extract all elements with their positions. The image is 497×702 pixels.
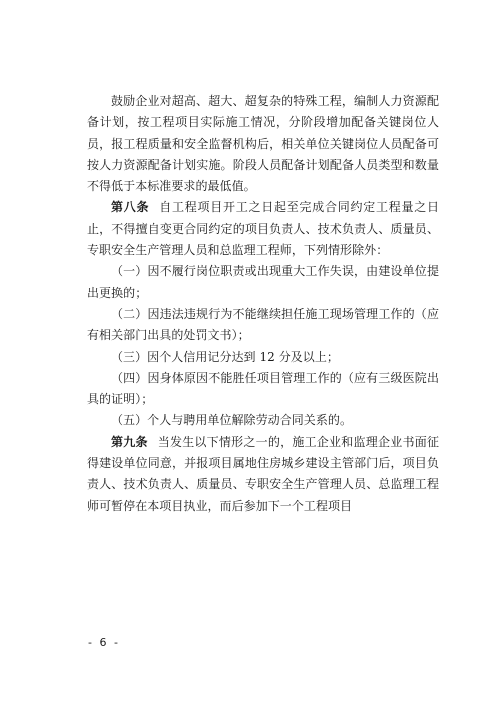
list-item: （四）因身体原因不能胜任项目管理工作的（应有三级医院出具的证明）； — [87, 370, 439, 407]
page-number: - 6 - — [88, 636, 120, 649]
body-text — [87, 91, 439, 517]
article-heading: 第八条 — [111, 200, 150, 215]
list-item: （一）因不履行岗位职责或出现重大工作失误，由建设单位提出更换的； — [87, 264, 439, 300]
list-item: （三）因个人信用记分达到 12 分及以上； — [111, 349, 339, 364]
article-heading: 第九条 — [111, 434, 148, 449]
article-text: 自工程项目开工之日起至完成合同约定工程量之日止，不得擅自变更合同约定的项目负责人、技术负责人、质量员、专职安全生产管理人员和总监理工程师，下列情形除外： — [87, 200, 439, 258]
list-item: （二）因违法违规行为不能继续担任施工现场管理工作的（应有相关部门出具的处罚文书）； — [87, 306, 439, 343]
article-text: 当发生以下情形之一的，施工企业和监理企业书面征得建设单位同意，并报项目属地住房城乡建设主管部门后，项目负责人、技术负责人、质量员、专职安全生产管理人员、总监理工程师可暂停在本项目执业，而后参加下一个工程项目 — [87, 434, 439, 513]
article-9-paragraph — [87, 432, 439, 517]
paragraph: 鼓励企业对超高、超大、超复杂的特殊工程，编制人力资源配备计划，按工程项目实际施工情况，分阶段增加配备关键岗位人员，报工程质量和安全监督机构后，相关单位关键岗位人员配备可按人力资源配备计划实施。阶段人员配备计划配备人员类型和数量不得低于本标准要求的最低值。 — [87, 94, 439, 194]
list-item: （五）个人与聘用单位解除劳动合同关系的。 — [111, 413, 353, 428]
article-8-paragraph — [87, 197, 439, 261]
